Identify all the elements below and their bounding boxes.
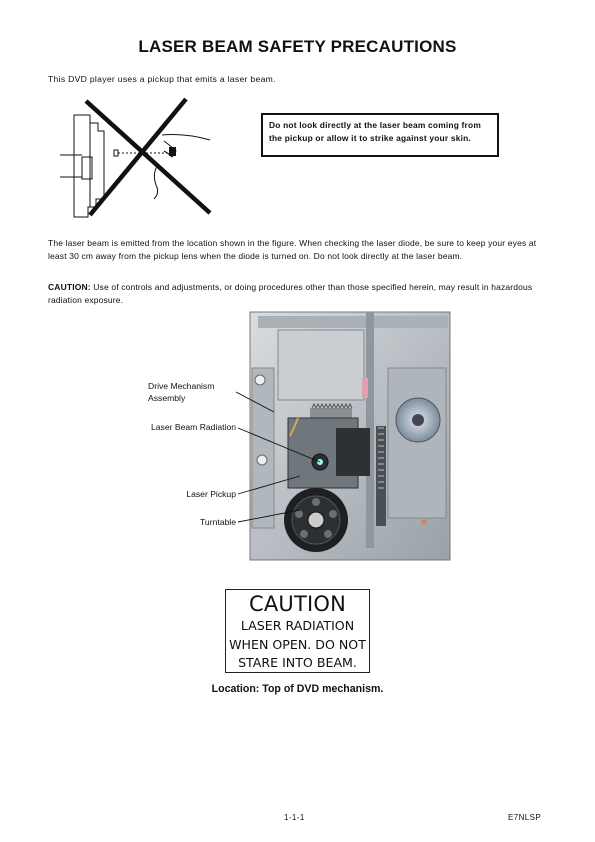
caution-sign-line-3: STARE INTO BEAM. bbox=[238, 655, 357, 670]
intro-text: This DVD player uses a pickup that emits a laser beam. bbox=[48, 74, 276, 84]
caution-text: Use of controls and adjustments, or doing procedures other than those specified herein, may result in hazardous radiation exposure. bbox=[48, 282, 533, 305]
callout-drive-mechanism: Drive Mechanism Assembly bbox=[148, 381, 215, 403]
document-code: E7NLSP bbox=[508, 813, 542, 822]
dvd-mechanism-photo bbox=[238, 308, 464, 568]
location-caption: Location: Top of DVD mechanism. bbox=[211, 683, 384, 695]
page-number: 1-1-1 bbox=[284, 813, 305, 822]
caution-sign-line-2: WHEN OPEN. DO NOT bbox=[229, 636, 366, 652]
page-title: LASER BEAM SAFETY PRECAUTIONS bbox=[138, 37, 457, 56]
caution-sign-heading: CAUTION bbox=[248, 592, 347, 616]
callout-laser-pickup: Laser Pickup bbox=[186, 489, 236, 499]
caution-sign-line-1: LASER RADIATION bbox=[240, 618, 355, 633]
caution-label: CAUTION: bbox=[48, 282, 91, 292]
caution-paragraph bbox=[48, 281, 548, 306]
body-paragraph: The laser beam is emitted from the location shown in the figure. When checking the laser diode, be sure to keep your eyes at least 30 cm away from the pickup lens when the diode is turned on. Do not look directly at the laser beam. bbox=[48, 238, 537, 261]
caution-label-sign bbox=[225, 589, 370, 673]
eye-warning-figure bbox=[60, 95, 220, 220]
callout-laser-beam-radiation: Laser Beam Radiation bbox=[150, 422, 236, 432]
warning-box: Do not look directly at the laser beam coming from the pickup or allow it to strike against your skin. bbox=[261, 113, 499, 157]
callout-turntable: Turntable bbox=[200, 517, 236, 527]
